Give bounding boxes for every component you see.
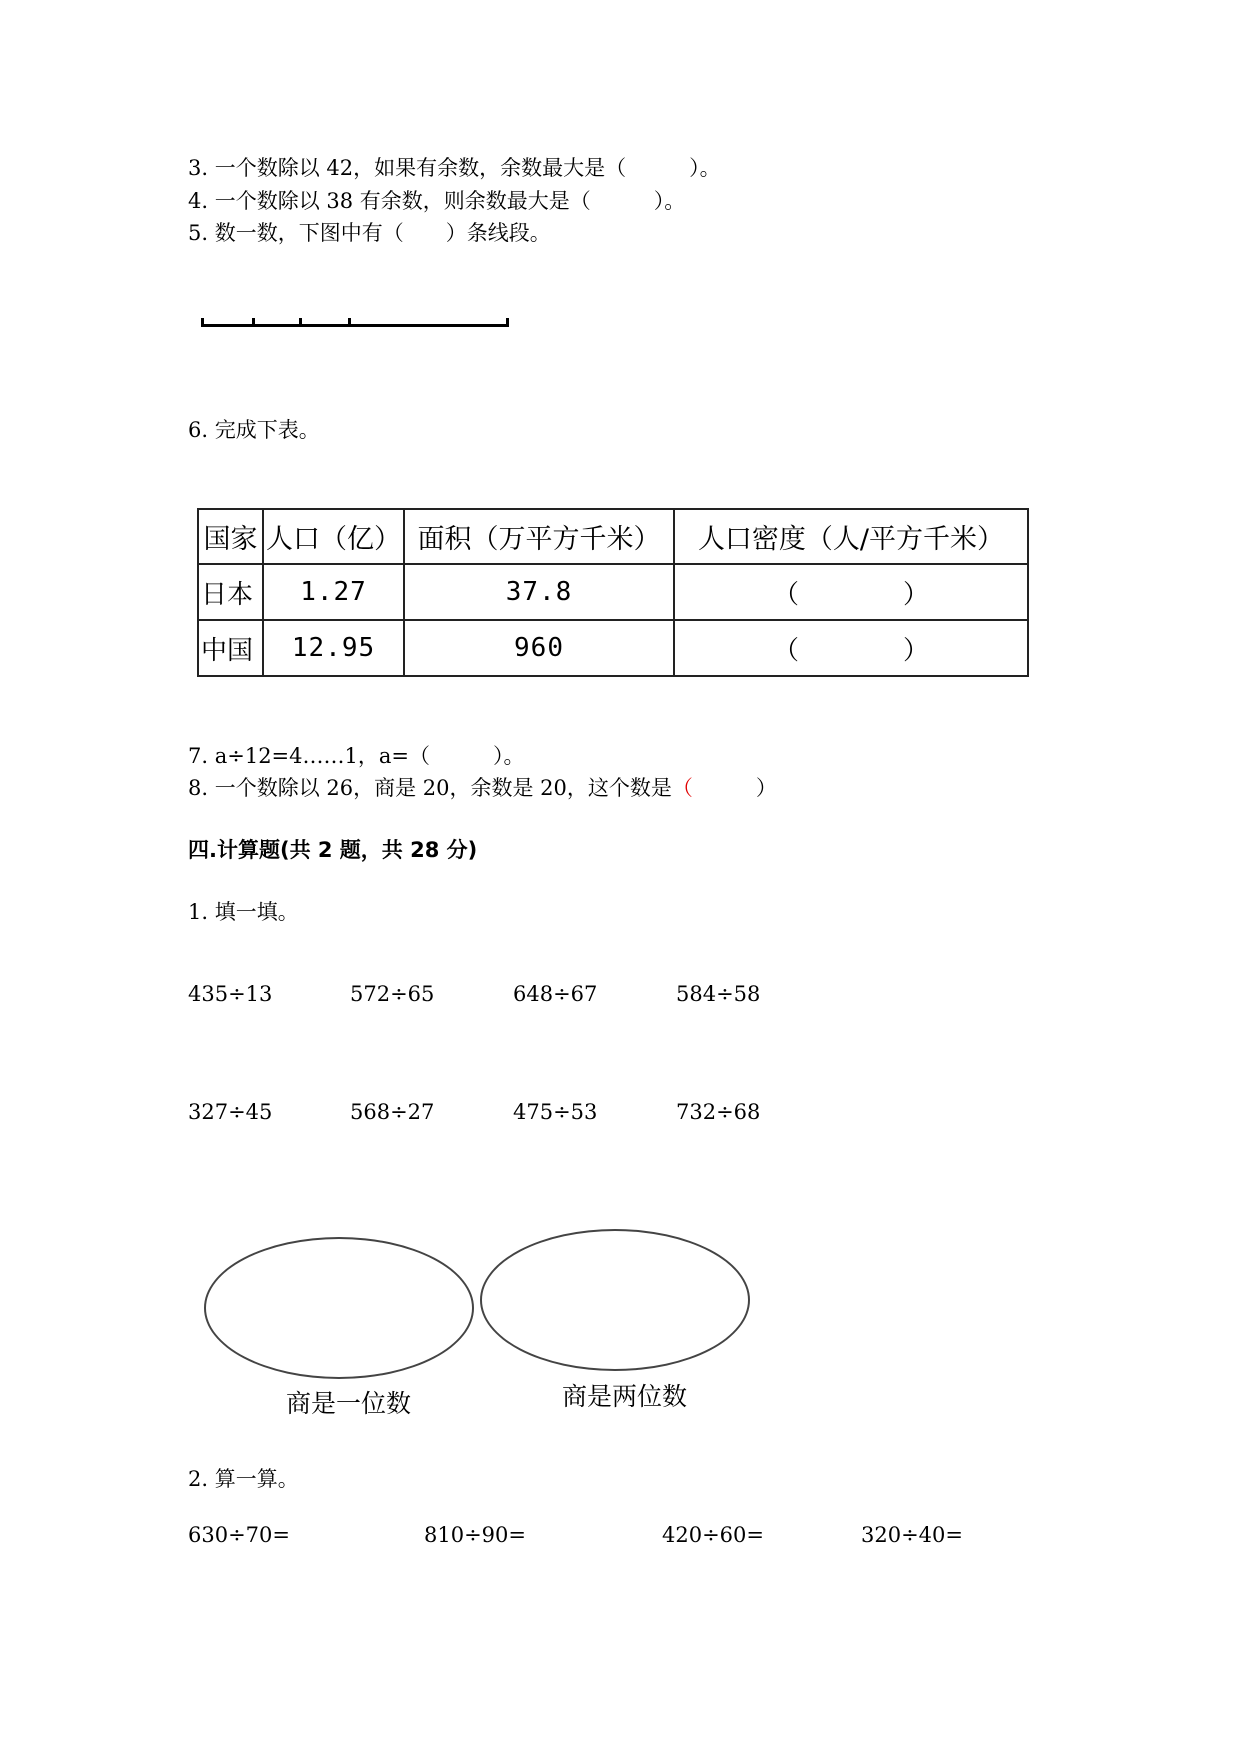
cell-population: 12.95 [263, 620, 404, 676]
segment-tick [299, 318, 302, 327]
division-item: 568÷27 [350, 1100, 435, 1124]
division-item: 584÷58 [676, 982, 761, 1006]
segment-tick [252, 318, 255, 327]
table-row [198, 564, 1028, 620]
header-area: 面积（万平方千米） [404, 509, 674, 564]
cell-density-blank[interactable]: （ ） [674, 564, 1028, 620]
segment-tick [506, 318, 509, 327]
question-7: 7. a÷12=4……1，a=（ ）。 [188, 744, 525, 768]
division-item: 732÷68 [676, 1100, 761, 1124]
question-8 [188, 772, 777, 802]
question-4: 4. 一个数除以 38 有余数，则余数最大是（ ）。 [188, 189, 686, 213]
header-country: 国家 [198, 509, 263, 564]
cell-country: 中国 [198, 620, 263, 676]
ellipse-label-one-digit: 商是一位数 [286, 1389, 412, 1418]
calc-item: 810÷90= [424, 1523, 526, 1547]
ellipse-two-digit[interactable] [480, 1229, 750, 1371]
cell-area: 960 [404, 620, 674, 676]
question-8-open-paren: （ [671, 776, 693, 800]
section-title: 四.计算题(共 2 题，共 28 分) [188, 838, 478, 862]
question-3: 3. 一个数除以 42，如果有余数，余数最大是（ ）。 [188, 156, 721, 180]
segment-tick [201, 318, 204, 327]
division-item: 327÷45 [188, 1100, 273, 1124]
cell-country: 日本 [198, 564, 263, 620]
part-2-title: 2. 算一算。 [188, 1467, 299, 1491]
population-table [197, 508, 1029, 677]
segment-baseline [201, 324, 509, 327]
division-item: 572÷65 [350, 982, 435, 1006]
part-1-title: 1. 填一填。 [188, 900, 299, 924]
question-5: 5. 数一数，下图中有（ ）条线段。 [188, 221, 551, 245]
table-header-row [198, 509, 1028, 564]
cell-area: 37.8 [404, 564, 674, 620]
calc-item: 630÷70= [188, 1523, 290, 1547]
division-item: 648÷67 [513, 982, 598, 1006]
cell-population: 1.27 [263, 564, 404, 620]
question-8-close-paren: ） [692, 776, 777, 800]
calc-item: 320÷40= [861, 1523, 963, 1547]
header-density: 人口密度（人/平方千米） [674, 509, 1028, 564]
cell-density-blank[interactable]: （ ） [674, 620, 1028, 676]
calc-item: 420÷60= [662, 1523, 764, 1547]
division-item: 435÷13 [188, 982, 273, 1006]
segment-tick [348, 318, 351, 327]
question-8-text: 8. 一个数除以 26，商是 20，余数是 20，这个数是 [188, 776, 672, 800]
ellipse-one-digit[interactable] [204, 1237, 474, 1379]
header-population: 人口（亿） [263, 509, 404, 564]
division-item: 475÷53 [513, 1100, 598, 1124]
ellipse-label-two-digit: 商是两位数 [562, 1382, 688, 1411]
table-row [198, 620, 1028, 676]
question-6: 6. 完成下表。 [188, 418, 320, 442]
